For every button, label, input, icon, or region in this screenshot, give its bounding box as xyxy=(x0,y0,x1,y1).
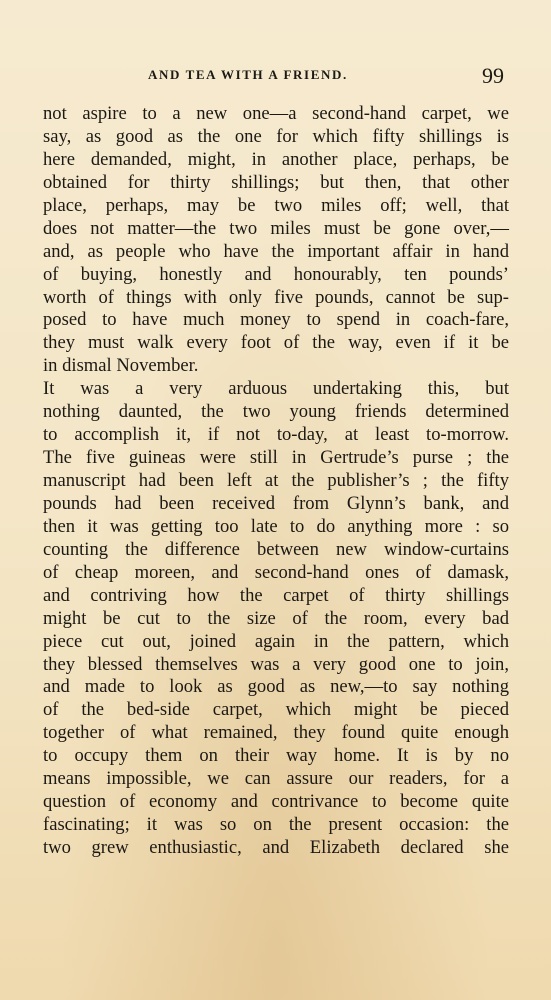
text-line: fascinating; it was so on the present occasion: the xyxy=(43,814,509,836)
text-line: nothing daunted, the two young friends determined xyxy=(43,401,509,423)
text-line: The five guineas were still in Gertrude’s purse ; the xyxy=(43,447,509,469)
text-line: and, as people who have the important affair in hand xyxy=(43,240,509,262)
text-line: of cheap moreen, and second-hand ones of damask, xyxy=(43,561,509,583)
text-line: then it was getting too late to do anything more : so xyxy=(43,515,509,537)
text-line: worth of things with only five pounds, cannot be sup- xyxy=(43,286,509,308)
text-line: means impossible, we can assure our readers, for a xyxy=(43,768,509,790)
text-line: question of economy and contrivance to become quite xyxy=(43,791,509,813)
running-head xyxy=(0,64,551,90)
text-line: pounds had been received from Glynn’s bank, and xyxy=(43,492,509,514)
text-line: together of what remained, they found quite enough xyxy=(43,722,509,744)
text-line: two grew enthusiastic, and Elizabeth declared she xyxy=(43,837,509,858)
text-line: to occupy them on their way home. It is by no xyxy=(43,745,509,767)
text-line: not aspire to a new one—a second-hand carpet, we xyxy=(43,103,509,124)
running-title: AND TEA WITH A FRIEND. xyxy=(148,67,348,82)
text-line: of the bed-side carpet, which might be pieced xyxy=(43,699,509,721)
text-line: to accomplish it, if not to-day, at least to-morrow. xyxy=(43,424,509,446)
text-line: here demanded, might, in another place, perhaps, be xyxy=(43,148,509,170)
text-line: and made to look as good as new,—to say nothing xyxy=(43,676,509,698)
text-line: say, as good as the one for which fifty shillings is xyxy=(43,125,509,147)
paragraph-end-line: in dismal November. xyxy=(43,355,199,377)
body-text xyxy=(43,103,509,860)
text-line: posed to have much money to spend in coach-fare, xyxy=(43,309,509,331)
text-line: might be cut to the size of the room, every bad xyxy=(43,607,509,629)
text-line: manuscript had been left at the publisher’s ; the fifty xyxy=(43,470,509,491)
text-line: and contriving how the carpet of thirty shillings xyxy=(43,584,509,606)
page-number: 99 xyxy=(482,63,504,88)
text-line: counting the difference between new window-curtains xyxy=(43,538,509,560)
text-line: they must walk every foot of the way, even if it be xyxy=(43,332,509,354)
text-line: piece cut out, joined again in the pattern, which xyxy=(43,630,509,652)
text-line: of buying, honestly and honourably, ten pounds’ xyxy=(43,263,509,285)
text-line: they blessed themselves was a very good one to join, xyxy=(43,653,509,675)
text-line: obtained for thirty shillings; but then, that other xyxy=(43,171,509,193)
text-line: does not matter—the two miles must be gone over,— xyxy=(43,217,509,239)
paragraph-start-line: It was a very arduous undertaking this, but xyxy=(43,378,509,400)
text-line: place, perhaps, may be two miles off; well, that xyxy=(43,194,509,216)
